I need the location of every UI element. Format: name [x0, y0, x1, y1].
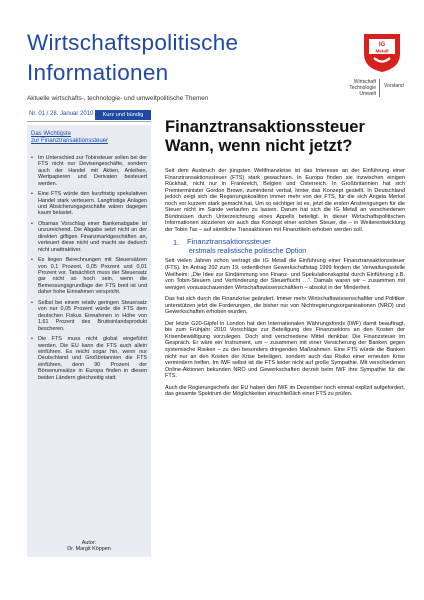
article-title-line-1: Finanztransaktionssteuer — [165, 118, 365, 136]
article-paragraph: Der letzte G20-Gipfel in London hat den Internationalen Währungsfonds (IWF) damit beauftragt, bis zum Frühjahr 2010 Vorschläge zur Beteiligung des Finanzsektors an den Kosten der Krisenbewältigung vorzulegen. Doch sind verschiedene Mittel denkbar. Die Finanzsteuer im Gespräch. Er wäre ein Instrument, um – zusammen mit einer Versicherung der Banken gegen systemische Risiken – zu den besonders dringenden Maßnahmen. Eine FTS würde die Banken nicht nur an den Kosten der Krise beteiligen, sondern auch das Risiko einer erneuten Krise vermindern helfen. Im IWF selbst ist die FTS leider nicht auf große Sympathie. Mit verschiedenen Online-Aktionen bekunden NRO und Gewerkschaften derzeit beim IWF ihre Sympathie für die FTS. — [165, 320, 405, 380]
bullet-icon: • — [31, 221, 33, 228]
bullet-icon: • — [31, 257, 33, 264]
summary-bullet: • Die FTS muss nicht global eingeführt werden. Die EU kann die FTS auch allein einführen. Es reicht sogar hin, wenn nur Deutschland und Großbritannien die FTS einführen, denn 90 Prozent der Börsenumsätze in Europa finden in diesen beiden Ländern gleichzeitig statt. — [31, 336, 147, 381]
summary-heading-line-2: zur Finanztransaktionssteuer — [31, 138, 109, 144]
title-line-1: Wirtschaftspolitische — [27, 30, 239, 55]
bullet-icon: • — [31, 336, 33, 343]
article-paragraph: Auch die Regierungschefs der EU haben den IWF im Dezember noch einmal explizit aufgefordert, das gesamte Spektrum der Möglichkeiten einschließlich einer FTS zu prüfen. — [165, 384, 405, 398]
author-credit — [31, 540, 147, 552]
ig-metall-logo-icon — [360, 30, 404, 74]
article-paragraph: Seit vielen Jahren schon vertragt die IG Metall die Einführung einer Finanztransaktionssteuer (FTS). Im Antrag 202 zum 19. ordentlichen Gewerkschaftstag 1999 fordern die Verwaltungsstelle Weilheim: „Die Idee zur Eindämmung von Finanz- und Spekulationskapital durch Einführung z.B. von Tobin-Steuern und Verhinderung der Steuerflucht …“. Damals waren wir – zusammen mit wenigen vorausschauenden Wirtschaftswissenschaftlern – absolut in der Minderheit. — [165, 258, 405, 291]
article-body — [165, 118, 405, 403]
logo-vorstand-text: Vorstand — [384, 83, 404, 89]
summary-bullet: • Obamas Vorschlag einer Bankenabgabe ist unzureichend. Die Abgabe setzt nicht an der direkten giftigen Finanzmarktgeschäften an, verteuert diese nicht und macht sie dadurch nicht unattraktiver. — [31, 221, 147, 253]
summary-sidebar — [27, 109, 151, 560]
issue-number: Nr. 01 / 28. Januar 2010 — [29, 111, 94, 117]
article-paragraph: Seit dem Ausbruch der jüngsten Weltfinanzkrise ist das Interesse an der Einführung einer Finanztransaktionssteuer (FTS) stark gewachsen. In Europa finden sie inzwischen einigen Rückhalt, nicht nur in Frankreich, Belgien und Österreich. In Großbritannien hat sich Premierminister Gordon Brown, zuminderst verbal, hinter das Konzept gestellt. In Deutschland jedoch zeigt sich die Regierungskoalition immer mehr von der FTS, für die sich Angela Merkel noch vor kurzem stark gemacht hat. Um so wichtiger ist es, jetzt die ersten Anstrengungen für die Steuer nicht im Sande verlaufen zu lassen. Darum hat sich die IG Metall an verschiedenen Bündnissen durch Unterzeichnung eines Appells beteiligt. In dieser Wirtschaftspolitischen Informationen skizzieren wir auch das Konzept einer solchen Steuer, die – in Weiterentwicklung der Tobin Tax – auf sämtliche Transaktionen mit Finanztiteln erhoben werden soll. — [165, 168, 405, 233]
summary-heading — [31, 131, 147, 145]
article-title — [165, 118, 405, 156]
author-name: Dr. Margit Köppen — [67, 546, 111, 552]
article-title-line-2: Wann, wenn nicht jetzt? — [165, 137, 353, 155]
section-heading — [165, 238, 405, 247]
summary-heading-line-1: Das Wichtigste — [31, 131, 72, 137]
summary-bullet: • Es liegen Berechnungen mit Steuersätzen von 0,1 Prozent, 0,05 Prozent und 0,01 Prozent vor. Tatsächlich muss der Steuersatz gar nicht so hoch sein, wenn die Bemessungsgrundlage der FTS breit ist und daher hohe Einnahmen verspricht. — [31, 257, 147, 296]
page-title — [27, 28, 317, 88]
summary-bullet: • Selbst bei einem relativ geringen Steuersatz von nur 0,05 Prozent würde die FTS dem deutschen Fiskus Einnahmen in Höhe von 1,61 Prozent des Bruttoinlandsprodukt bescheren. — [31, 299, 147, 332]
bullet-icon: • — [31, 191, 33, 198]
article-paragraph: Das hat sich durch die Finanzkrise geändert. Immer mehr Wirtschaftswissenschaftler und Politiker unterstützen jetzt die Forderungen, die bisher nur von Nichtregierungsorganisationen (NRO) und Gewerkschaften erhoben wurden. — [165, 296, 405, 316]
svg-text:Metall: Metall — [375, 48, 389, 54]
page-subtitle: Aktuelle wirtschafts-, technologie- und umweltpolitische Themen — [27, 95, 209, 102]
logo-department-text: Wirtschaft Technologie Umwelt — [349, 79, 376, 97]
logo-divider — [379, 79, 380, 97]
section-subtitle: erstmals realistische politische Option — [189, 248, 307, 256]
author-label: Autor: — [81, 540, 97, 546]
svg-text:IG: IG — [378, 42, 386, 48]
issue-bar — [27, 109, 151, 122]
summary-bullet: • Im Unterschied zur Tobinsteuer sollen bei der FTS nicht nur Devisengeschäfte, sondern auch der Handel mit Aktien, Anleihen, Wertpapieren und Derivaten besteuert werden. — [31, 155, 147, 187]
summary-bullet: • Eine FTS würde den kurzfristig spekulativen Handel stark verteuern. Langfristige Anlagen und Absicherungsgeschäfte wären dagegen kaum belastet. — [31, 191, 147, 217]
summary-badge: Kurz und bündig — [95, 110, 151, 120]
section-number: 1. — [173, 238, 180, 248]
title-line-2: Informationen — [27, 60, 169, 85]
summary-bullet-list — [31, 155, 147, 385]
section-title: Finanztransaktionssteuer — [187, 237, 271, 247]
bullet-icon: • — [31, 155, 33, 161]
bullet-icon: • — [31, 299, 33, 306]
